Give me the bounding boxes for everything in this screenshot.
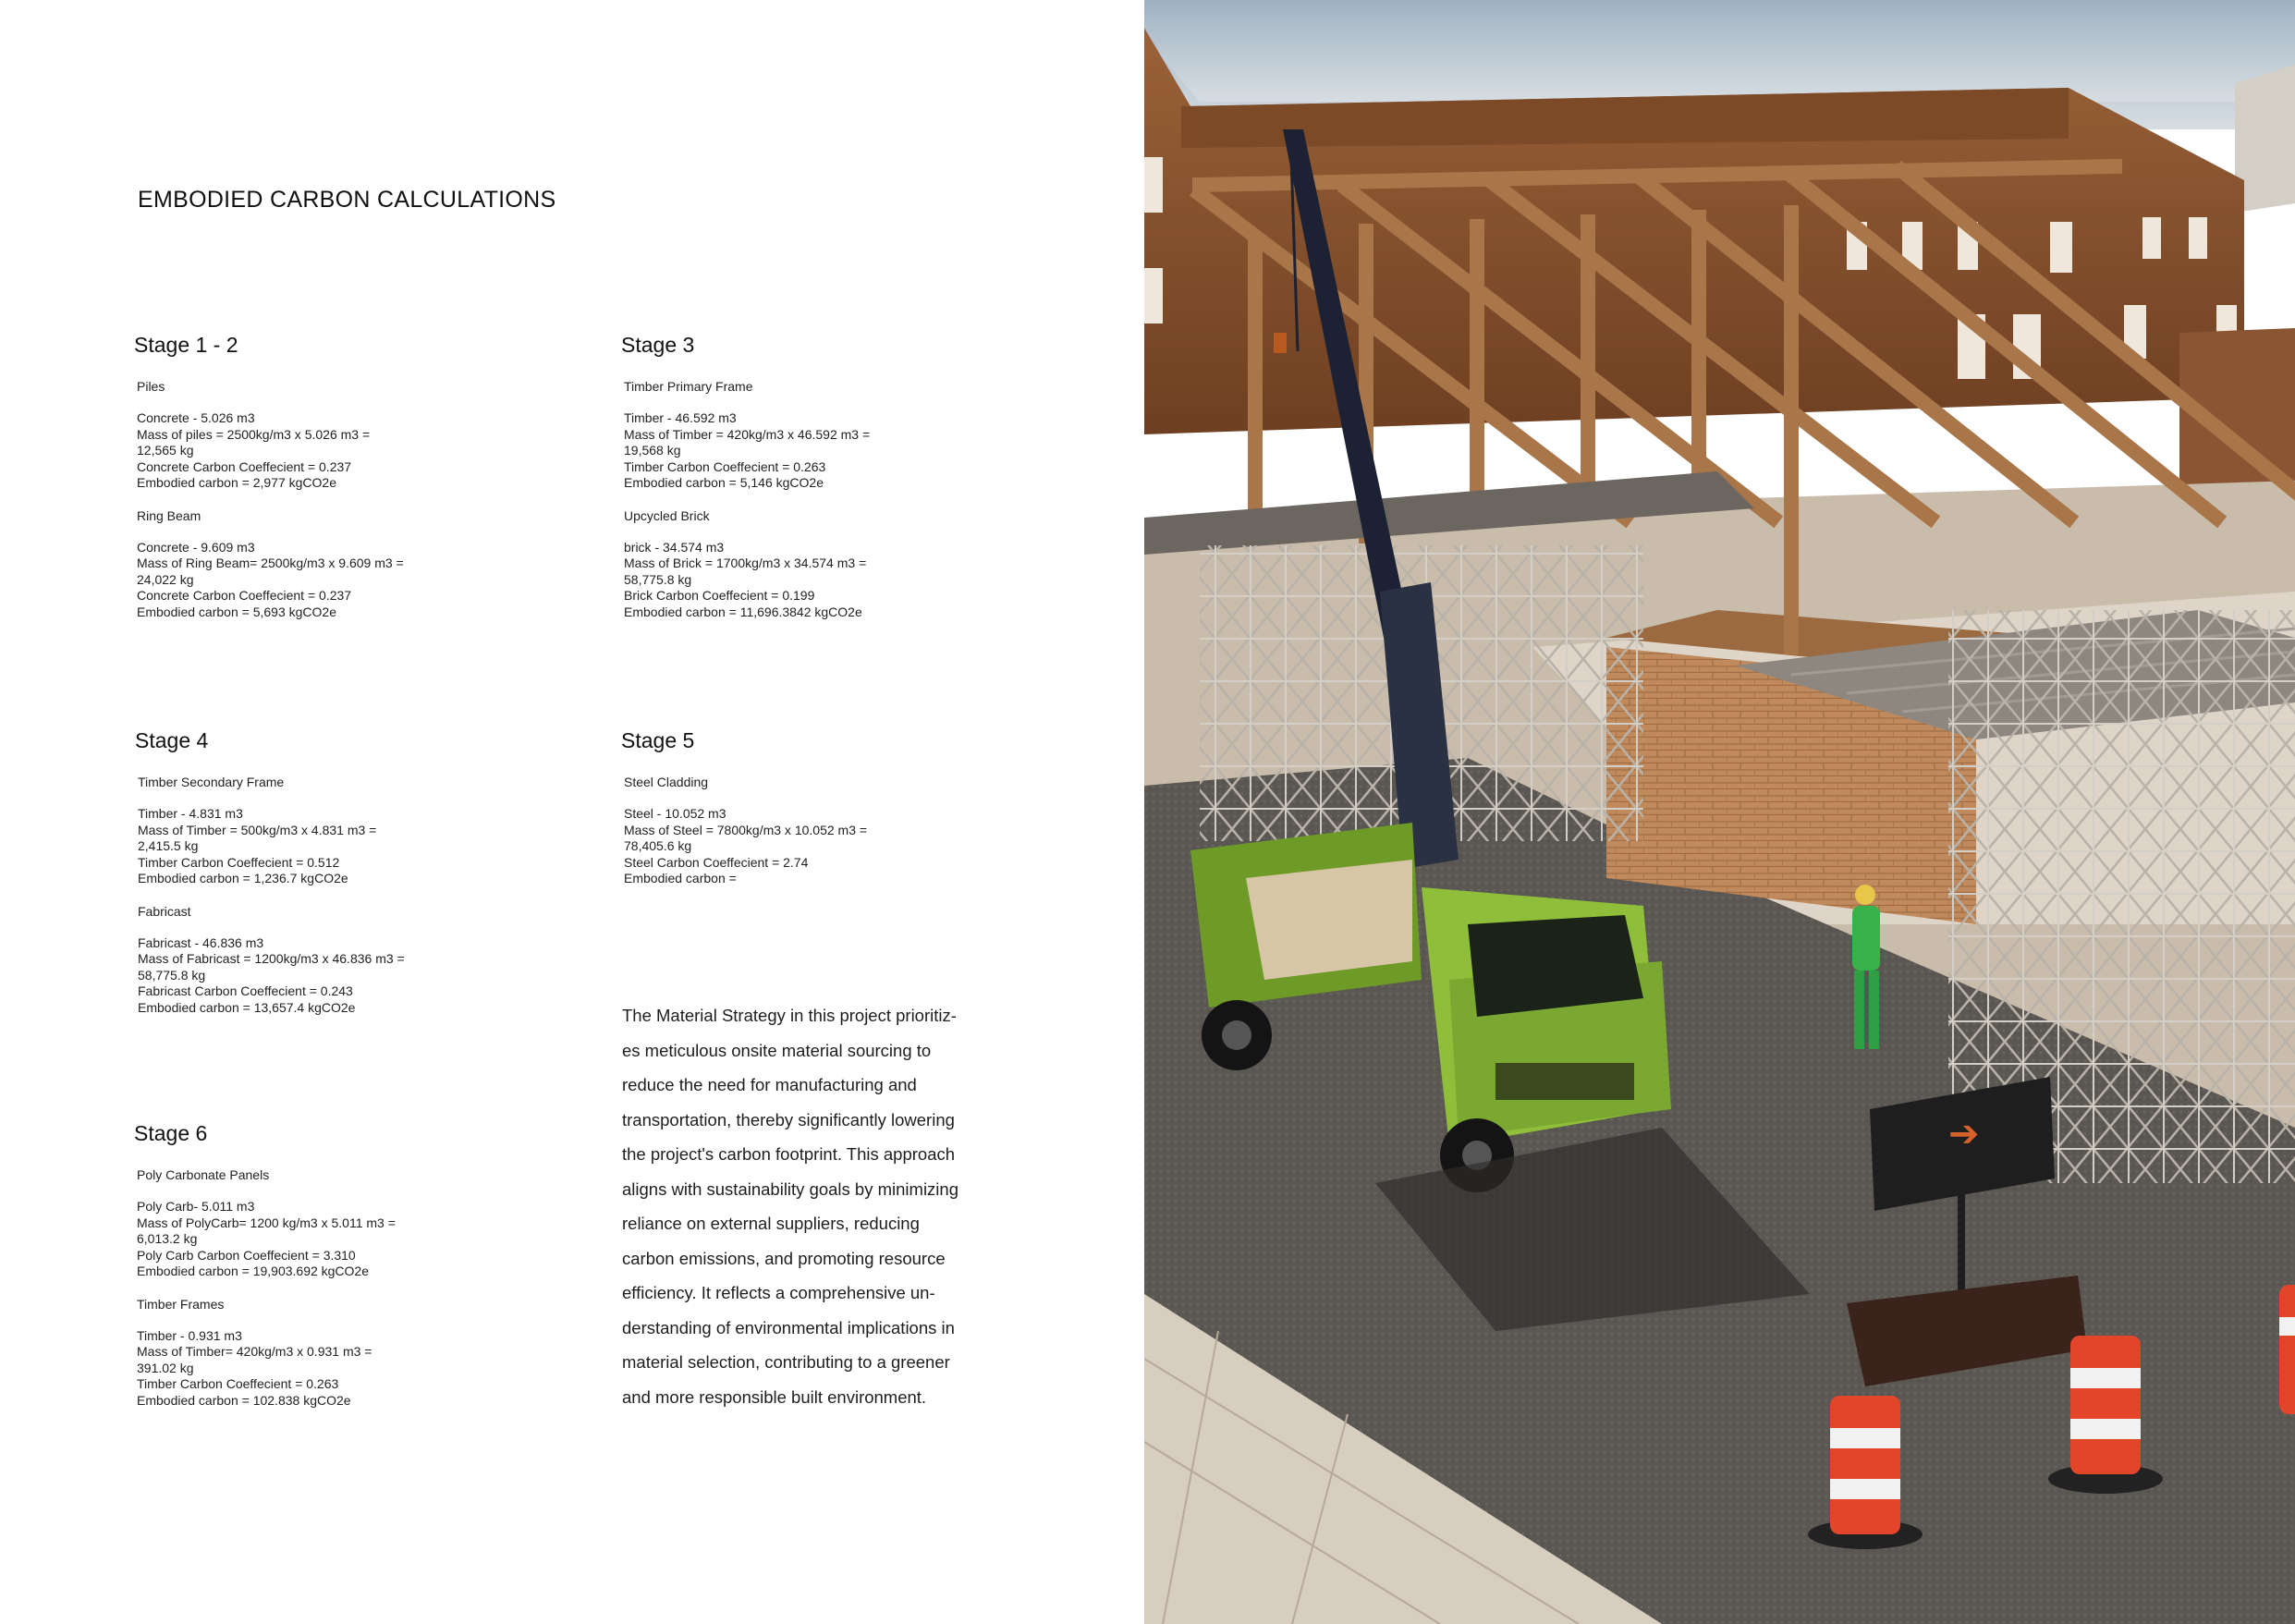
item-line: Concrete - 5.026 m3 (137, 410, 255, 425)
item-line: Concrete - 9.609 m3 (137, 539, 255, 555)
stage-heading: Stage 1 - 2 (134, 333, 238, 357)
document-page (0, 0, 1144, 1624)
paragraph-line: reduce the need for manufacturing and (622, 1075, 917, 1094)
item-line: 58,775.8 kg (624, 571, 692, 587)
item-ring-beam (137, 507, 448, 621)
item-line: Timber - 46.592 m3 (624, 410, 737, 425)
item-line: 19,568 kg (624, 443, 681, 458)
item-line: Mass of Timber= 420kg/m3 x 0.931 m3 = (137, 1344, 372, 1359)
item-title: Steel Cladding (624, 775, 709, 789)
item-line: Mass of Timber = 500kg/m3 x 4.831 m3 = (138, 822, 377, 837)
paragraph-line: aligns with sustainability goals by minimizing (622, 1178, 958, 1199)
page-title: EMBODIED CARBON CALCULATIONS (138, 187, 556, 213)
item-line: Embodied carbon = 19,903.692 kgCO2e (137, 1264, 370, 1278)
item-title: Ring Beam (137, 507, 201, 523)
paragraph-line: The Material Strategy in this project prioritiz- (622, 1006, 957, 1025)
paragraph-line: es meticulous onsite material sourcing to (622, 1040, 932, 1060)
item-line: Concrete Carbon Coeffecient = 0.237 (137, 588, 352, 603)
item-line: Timber Carbon Coeffecient = 0.263 (137, 1376, 339, 1391)
item-title: Poly Carbonate Panels (137, 1167, 270, 1182)
item-timber-frames (137, 1296, 448, 1410)
item-line: Mass of Fabricast = 1200kg/m3 x 46.836 m3 = (138, 951, 405, 966)
item-line: 24,022 kg (137, 571, 194, 587)
paragraph-line: transportation, thereby significantly lowering (622, 1109, 955, 1129)
item-line: Mass of Steel = 7800kg/m3 x 10.052 m3 = (624, 822, 868, 837)
item-poly-carbonate-panels (137, 1166, 448, 1280)
paragraph-line: the project's carbon footprint. This approach (622, 1144, 956, 1164)
item-title: Upcycled Brick (624, 507, 710, 523)
stage-6 (134, 1121, 448, 1424)
item-line: 12,565 kg (137, 443, 194, 458)
item-line: 2,415.5 kg (138, 838, 199, 853)
item-line: 391.02 kg (137, 1360, 194, 1375)
item-line: Timber - 0.931 m3 (137, 1327, 242, 1343)
item-line: Concrete Carbon Coeffecient = 0.237 (137, 458, 352, 474)
item-timber-secondary-frame (138, 774, 449, 887)
material-strategy-paragraph (622, 998, 996, 1414)
stage-1-2 (134, 333, 448, 636)
item-line: Mass of PolyCarb= 1200 kg/m3 x 5.011 m3 = (137, 1215, 396, 1230)
paragraph-line: reliance on external suppliers, reducing (622, 1214, 920, 1233)
item-piles (137, 378, 448, 492)
paragraph-line: and more responsible built environment. (622, 1386, 927, 1407)
item-line: Embodied carbon = (624, 871, 737, 885)
item-line: Timber Carbon Coeffecient = 0.263 (624, 458, 826, 474)
item-title: Fabricast (138, 903, 191, 919)
item-line: Mass of piles = 2500kg/m3 x 5.026 m3 = (137, 426, 371, 442)
item-line: Timber - 4.831 m3 (138, 806, 243, 821)
item-line: Mass of Ring Beam= 2500kg/m3 x 9.609 m3 = (137, 556, 404, 570)
stage-4 (135, 728, 449, 1032)
stage-heading: Stage 5 (621, 728, 695, 752)
item-fabricast (138, 903, 449, 1017)
item-line: Embodied carbon = 102.838 kgCO2e (137, 1392, 351, 1408)
item-line: Mass of Timber = 420kg/m3 x 46.592 m3 = (624, 426, 871, 442)
item-line: Fabricast Carbon Coeffecient = 0.243 (138, 983, 353, 998)
item-line: Poly Carb- 5.011 m3 (137, 1199, 255, 1214)
item-line: 78,405.6 kg (624, 838, 692, 853)
item-line: Steel - 10.052 m3 (624, 806, 726, 821)
stage-heading: Stage 4 (135, 728, 209, 752)
item-line: Embodied carbon = 11,696.3842 kgCO2e (624, 604, 862, 619)
item-line: Embodied carbon = 1,236.7 kgCO2e (138, 871, 348, 885)
item-line: Steel Carbon Coeffecient = 2.74 (624, 854, 809, 870)
paragraph-line: efficiency. It reflects a comprehensive un- (622, 1283, 935, 1302)
item-line: Embodied carbon = 5,693 kgCO2e (137, 604, 336, 619)
item-line: Timber Carbon Coeffecient = 0.512 (138, 854, 340, 870)
stage-heading: Stage 3 (621, 333, 695, 357)
item-line: Embodied carbon = 13,657.4 kgCO2e (138, 999, 356, 1015)
paragraph-line: material selection, contributing to a greener (622, 1352, 950, 1372)
stage-heading: Stage 6 (134, 1121, 208, 1145)
item-title: Piles (137, 379, 165, 394)
item-upcycled-brick (624, 507, 935, 621)
item-line: 6,013.2 kg (137, 1231, 198, 1246)
item-line: Embodied carbon = 5,146 kgCO2e (624, 475, 824, 490)
item-timber-primary-frame (624, 378, 935, 492)
item-line: Poly Carb Carbon Coeffecient = 3.310 (137, 1247, 356, 1263)
item-title: Timber Primary Frame (624, 379, 753, 394)
item-line: brick - 34.574 m3 (624, 539, 725, 555)
item-title: Timber Secondary Frame (138, 775, 285, 789)
item-line: Embodied carbon = 2,977 kgCO2e (137, 475, 336, 490)
arrow-icon: ➔ (1948, 1113, 1980, 1155)
stage-3 (621, 333, 935, 636)
item-steel-cladding (624, 774, 935, 887)
item-title: Timber Frames (137, 1296, 225, 1312)
paragraph-line: carbon emissions, and promoting resource (622, 1248, 946, 1268)
item-line: Mass of Brick = 1700kg/m3 x 34.574 m3 = (624, 556, 867, 570)
item-line: Brick Carbon Coeffecient = 0.199 (624, 588, 815, 603)
construction-site-render (1144, 0, 2295, 1624)
paragraph-line: derstanding of environmental implications in (622, 1317, 955, 1337)
item-line: 58,775.8 kg (138, 967, 206, 983)
item-line: Fabricast - 46.836 m3 (138, 934, 264, 950)
stage-5 (621, 728, 935, 903)
